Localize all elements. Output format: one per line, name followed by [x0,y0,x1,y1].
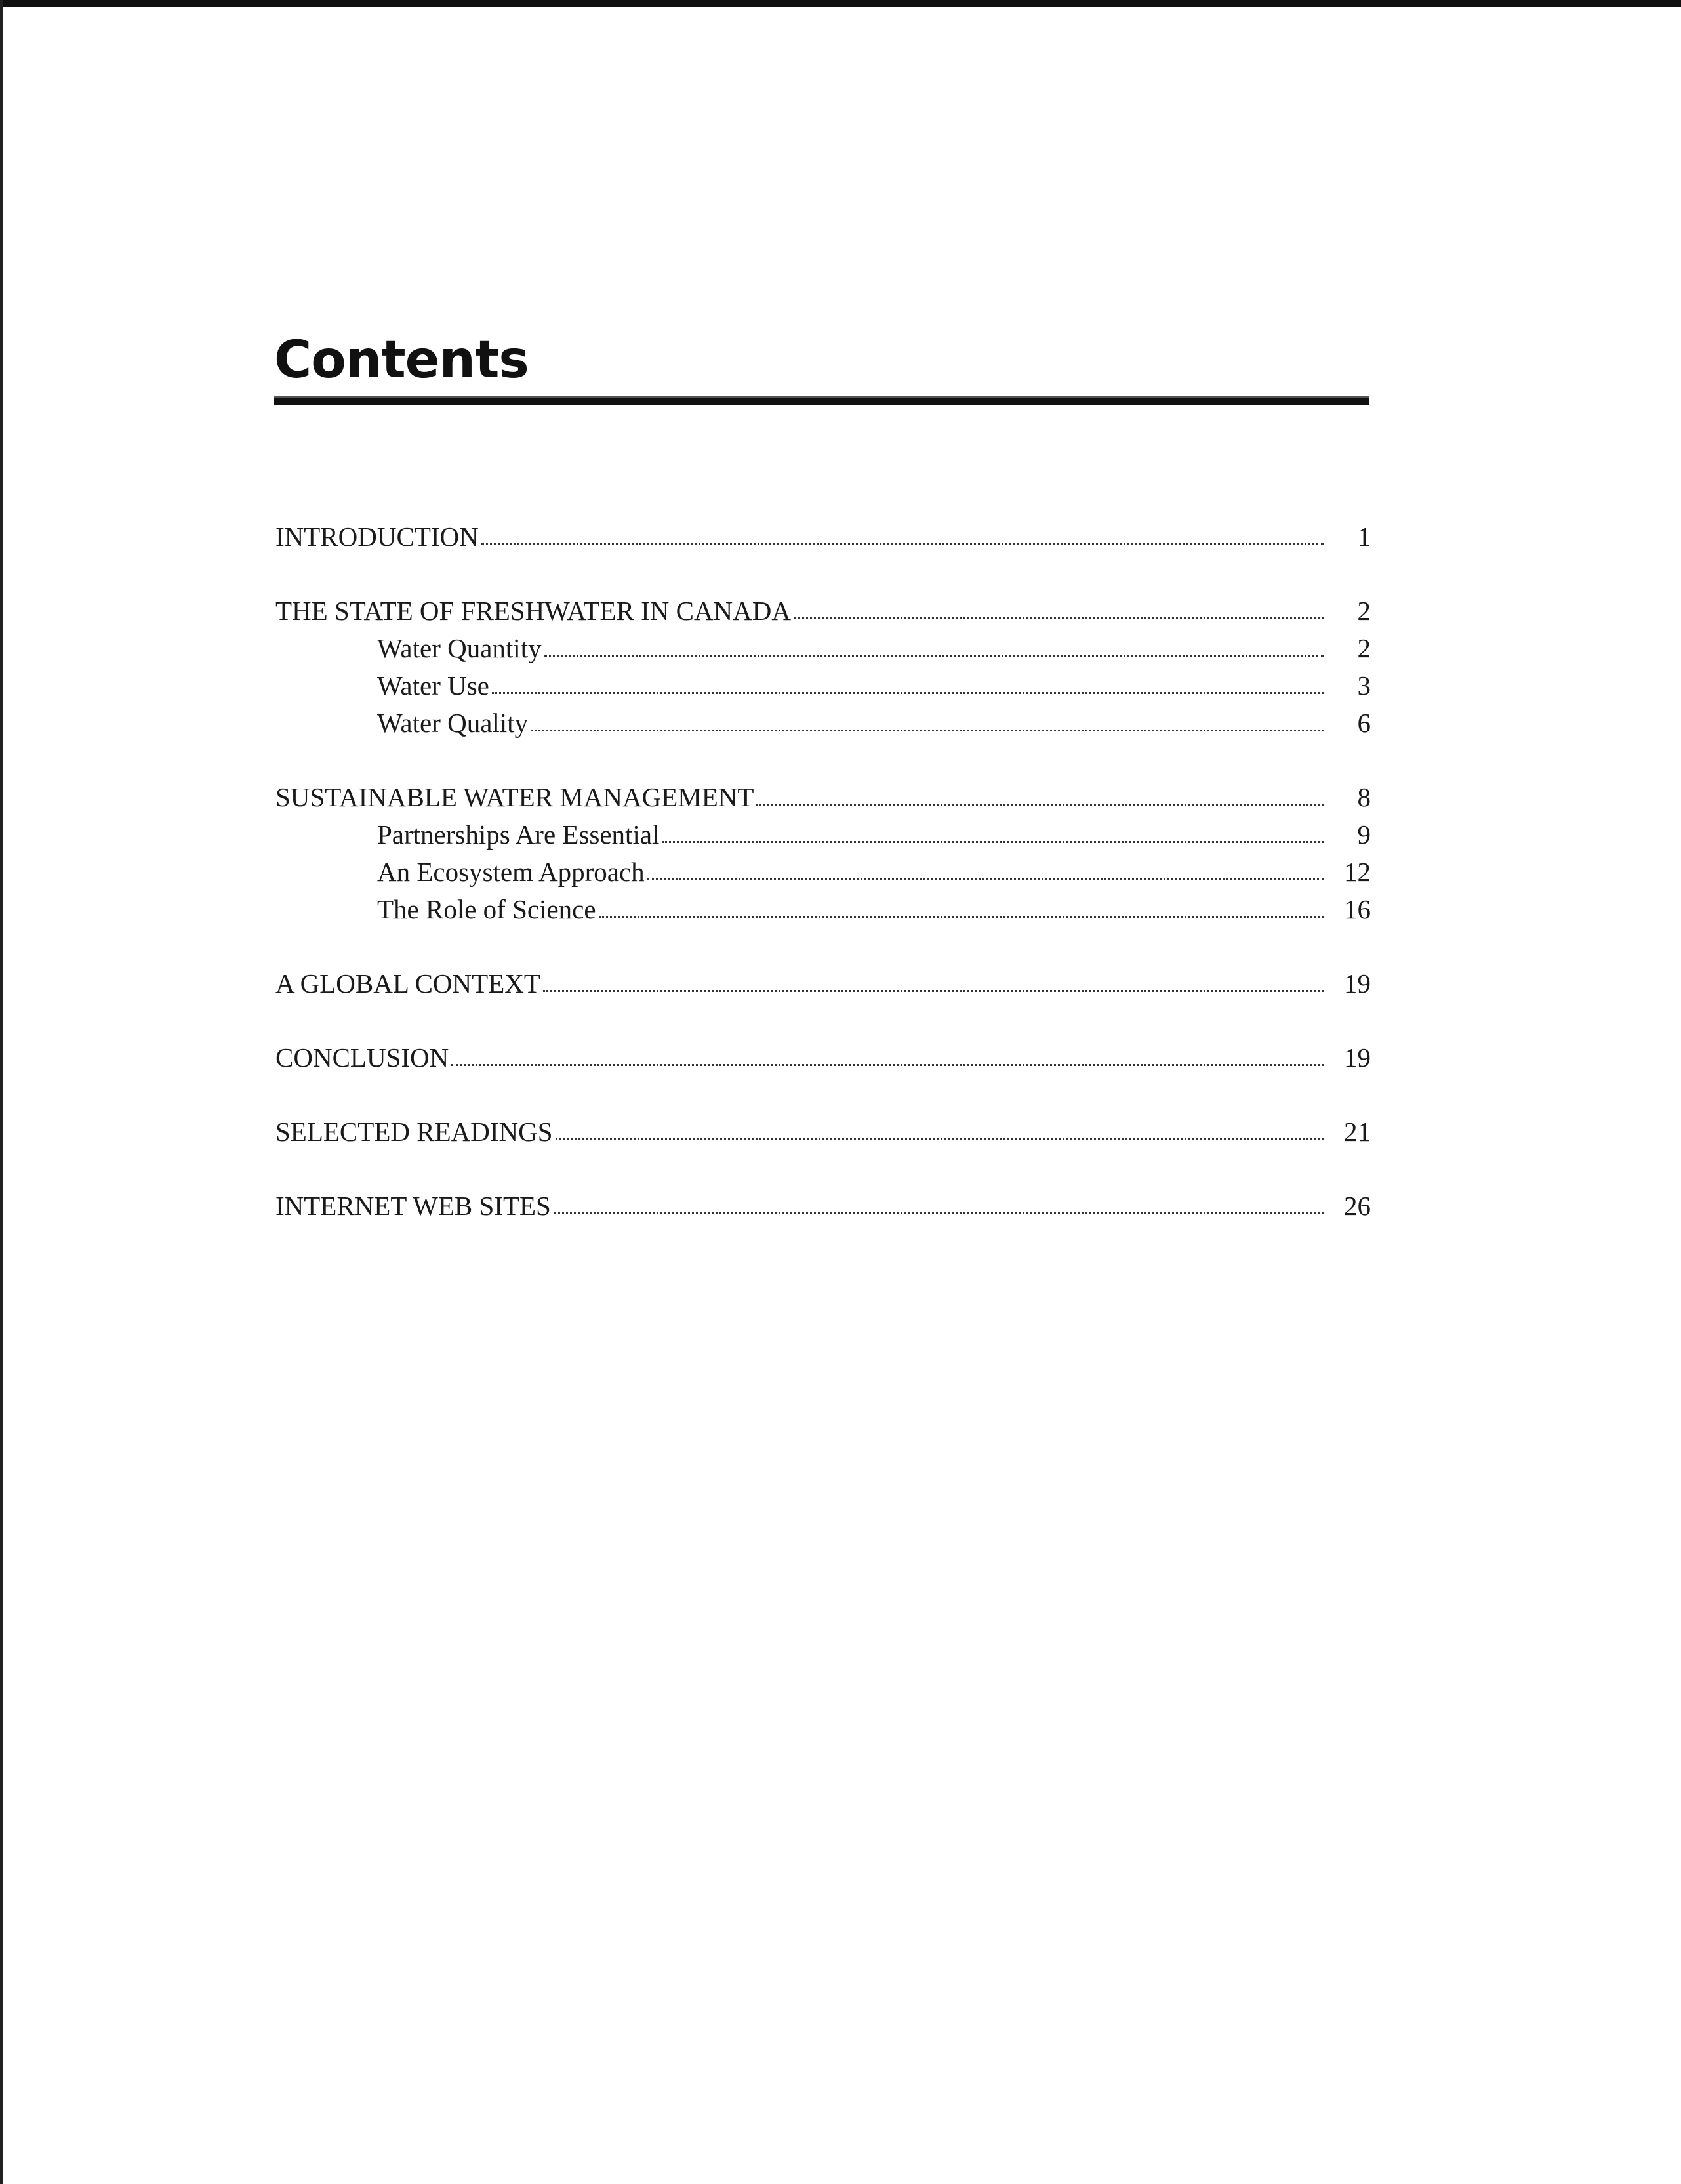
dot-leader [544,655,1324,657]
toc-entry-label: Water Quality [377,708,529,738]
toc-entry-page: 12 [1344,857,1371,887]
toc-entry-partnerships [275,816,1371,854]
toc-entry-label: Water Quantity [377,633,542,663]
dot-leader [492,692,1324,694]
toc-entry-page: 21 [1344,1117,1371,1147]
toc-entry-page: 2 [1357,596,1371,626]
toc-entry-page: 16 [1344,894,1371,924]
toc-entry-page: 8 [1357,782,1371,812]
toc-entry-global-context [275,965,1371,1002]
table-of-contents [275,518,1371,1225]
toc-entry-label: Partnerships Are Essential [377,819,660,850]
toc-entry-page: 19 [1344,968,1371,999]
dot-leader [556,1138,1324,1140]
toc-entry-label: The Role of Science [377,894,596,924]
page-left-edge [0,0,3,2184]
toc-entry-state-of-freshwater [275,592,1371,630]
toc-entry-role-of-science [275,891,1371,928]
toc-entry-page: 26 [1344,1191,1371,1221]
toc-entry-conclusion [275,1039,1371,1077]
dot-leader [481,543,1324,545]
dot-leader [554,1212,1324,1214]
toc-entry-water-use [275,667,1371,705]
toc-entry-label: SELECTED READINGS [275,1117,553,1147]
dot-leader [647,878,1324,880]
toc-entry-water-quantity [275,630,1371,667]
toc-entry-label: INTRODUCTION [275,522,479,552]
toc-entry-page: 19 [1344,1042,1371,1073]
dot-leader [662,841,1324,843]
toc-entry-label: A GLOBAL CONTEXT [275,968,540,999]
dot-leader [451,1064,1324,1066]
toc-entry-label: INTERNET WEB SITES [275,1191,551,1221]
toc-entry-ecosystem-approach [275,854,1371,891]
dot-leader [531,730,1324,731]
toc-entry-label: THE STATE OF FRESHWATER IN CANADA [275,596,791,626]
toc-entry-label: An Ecosystem Approach [377,857,645,887]
toc-entry-page: 6 [1357,708,1371,738]
toc-entry-introduction [275,518,1371,556]
page-top-edge [0,0,1681,7]
dot-leader [543,990,1324,992]
toc-entry-internet-web-sites [275,1187,1371,1225]
toc-entry-label: CONCLUSION [275,1042,449,1073]
toc-entry-label: Water Use [377,670,489,701]
dot-leader [794,617,1324,619]
toc-entry-water-quality [275,705,1371,742]
dot-leader [756,804,1324,806]
toc-entry-page: 3 [1357,670,1371,701]
title-rule [274,396,1369,405]
toc-entry-label: SUSTAINABLE WATER MANAGEMENT [275,782,754,812]
toc-entry-page: 1 [1357,522,1371,552]
toc-entry-sustainable-water-management [275,779,1371,816]
toc-entry-page: 2 [1357,633,1371,663]
dot-leader [599,916,1324,918]
page-title: Contents [274,331,529,390]
toc-entry-selected-readings [275,1113,1371,1151]
toc-entry-page: 9 [1357,819,1371,850]
